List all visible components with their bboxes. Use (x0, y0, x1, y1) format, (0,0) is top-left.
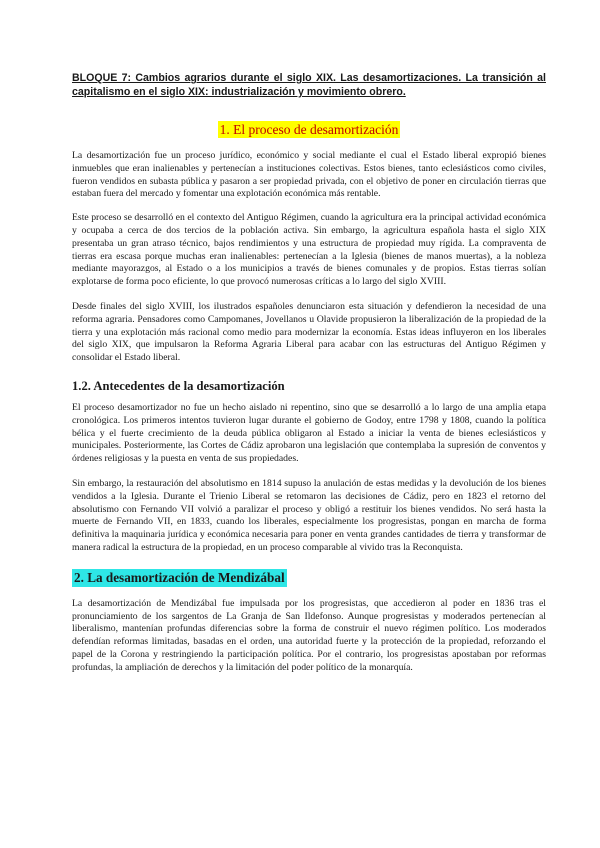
paragraph-6: La desamortización de Mendizábal fue impulsada por los progresistas, que accedieron al poder en 1836 tras el pronunciamiento de los sargentos de La Granja de San Ildefonso. Aunque progresistas y moderados pertenecían al liberalismo, mantenían profundas diferencias sobre la forma de construir el nuevo régimen político. Los moderados defendían reformas limitadas, basadas en el orden, una autoridad fuerte y la protección de la propiedad, reforzando el papel de la Corona y restringiendo la participación política. Por el contrario, los progresistas apostaban por reformas profundas, la ampliación de derechos y la limitación del poder político de la monarquía. (72, 597, 546, 673)
document-page (72, 71, 546, 675)
section-1-2-heading: 1.2. Antecedentes de la desamortización (72, 378, 285, 393)
section-1-heading: 1. El proceso de desamortización (219, 122, 399, 137)
paragraph-5: Sin embargo, la restauración del absolutismo en 1814 supuso la anulación de estas medidas y la devolución de los bienes vendidos a la Iglesia. Durante el Trienio Liberal se retomaron las decisiones de Cádiz, pero en 1823 el retorno del absolutismo con Fernando VII volvió a paralizar el proceso y obligó a restituir los bienes vendidos. No será hasta la muerte de Fernando VII, en 1833, cuando los liberales, especialmente los progresistas, pongan en marcha de forma definitiva la maquinaria jurídica y económica necesaria para poner en venta grandes cantidades de tierra y transformar de manera radical la estructura de la propiedad, en un proceso comparable al vivido tras la Reconquista. (72, 477, 546, 553)
paragraph-3: Desde finales del siglo XVIII, los ilustrados españoles denunciaron esta situación y defendieron la necesidad de una reforma agraria. Pensadores como Campomanes, Jovellanos u Olavide propusieron la liberalización de la propiedad de la tierra y una explotación más racional como medio para modernizar la economía. Estas ideas influyeron en los liberales del siglo XIX, que impulsaron la Reforma Agraria Liberal para acabar con las estructuras del Antiguo Régimen y consolidar el Estado liberal. (72, 300, 546, 364)
paragraph-2: Este proceso se desarrolló en el contexto del Antiguo Régimen, cuando la agricultura era la principal actividad económica y ocupaba a cerca de dos tercios de la población activa. Sin embargo, la agricultura española hasta el siglo XIX presentaba un gran atraso técnico, bajos rendimientos y una estructura de propiedad muy rígida. La compraventa de tierras era escasa porque muchas eran inalienables: pertenecían a la Iglesia (bienes de manos muertas), a la nobleza mediante mayorazgos, al Estado o a los municipios a través de bienes comunales y de propios. Estas tierras solían explotarse de forma poco eficiente, lo que provocó numerosas críticas a lo largo del siglo XVIII. (72, 212, 546, 288)
paragraph-1: La desamortización fue un proceso jurídico, económico y social mediante el cual el Estado liberal expropió bienes inmuebles que eran inalienables y pertenecían a instituciones colectivas. Estos bienes, tanto eclesiásticos como civiles, fueron vendidos en subasta pública y pasaron a ser propiedad privada, con el objetivo de poner en circulación tierras que estaban fuera del mercado y fomentar una explotación económica más rentable. (72, 150, 546, 200)
section-1-heading-wrap (72, 121, 546, 141)
section-2-heading: 2. La desamortización de Mendizábal (74, 569, 285, 585)
block-title: BLOQUE 7: Cambios agrarios durante el siglo XIX. Las desamortizaciones. La transición al capitalismo en el siglo XIX: industrialización y movimiento obrero. (72, 72, 546, 98)
section-2-heading-wrap (72, 555, 546, 587)
paragraph-4: El proceso desamortizador no fue un hecho aislado ni repentino, sino que se desarrolló a lo largo de una amplia etapa cronológica. Los primeros intentos tuvieron lugar durante el gobierno de Godoy, entre 1798 y 1808, cuando la política bélica y el fuerte crecimiento de la deuda pública obligaron al Estado a iniciar la venta de bienes eclesiásticos y municipales. Posteriormente, las Cortes de Cádiz aprobaron una legislación que contemplaba la supresión de conventos y órdenes religiosas y la puesta en venta de sus propiedades. (72, 401, 546, 465)
